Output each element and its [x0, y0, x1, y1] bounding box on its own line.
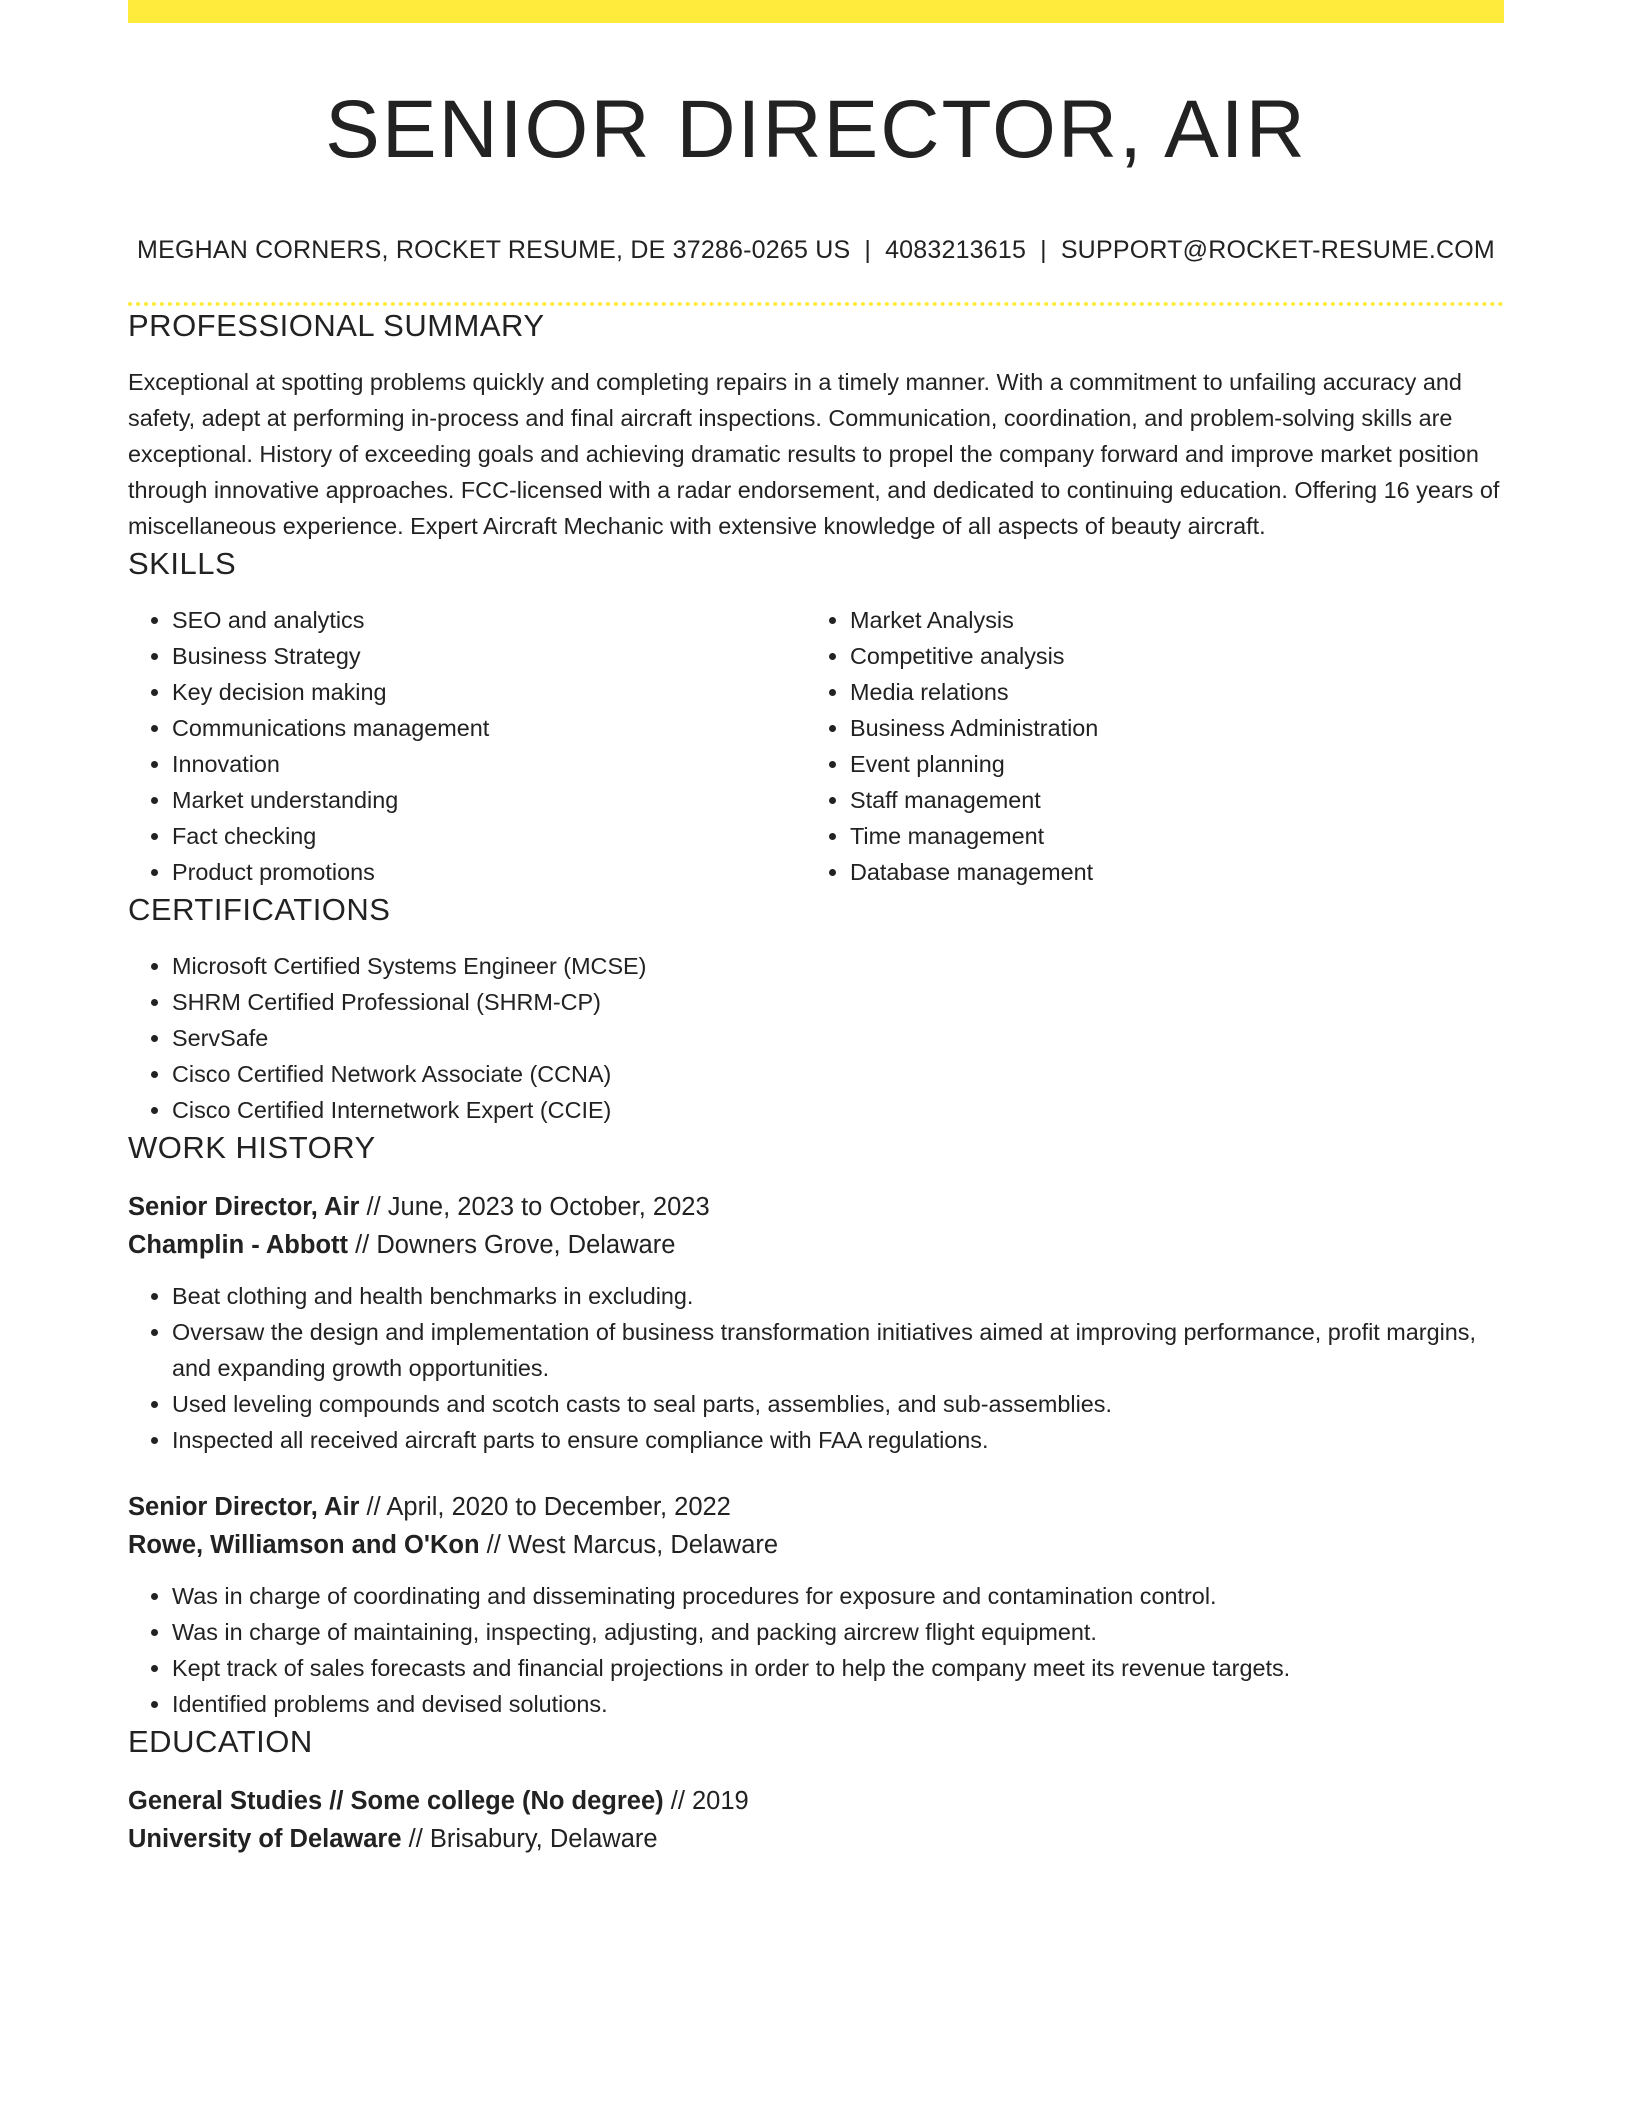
job-company: Champlin - Abbott	[128, 1231, 349, 1259]
education-school: University of Delaware	[128, 1825, 402, 1853]
education-heading: EDUCATION	[128, 1724, 313, 1759]
job-duty-item: • Was in charge of coordinating and disseminating procedures for exposure and contamination control.	[172, 1578, 1504, 1614]
education-school-line	[128, 1820, 1504, 1858]
contact-separator: |	[1040, 236, 1047, 264]
certification-item: • Cisco Certified Network Associate (CCNA)	[172, 1056, 1504, 1092]
job-dates: // April, 2020 to December, 2022	[359, 1493, 731, 1521]
education-degree: General Studies // Some college (No degree)	[128, 1787, 664, 1815]
job-company: Rowe, Williamson and O'Kon	[128, 1531, 480, 1559]
job-duty-item: • Inspected all received aircraft parts to ensure compliance with FAA regulations.	[172, 1422, 1504, 1458]
job-duty-item: • Was in charge of maintaining, inspecting, adjusting, and packing aircrew flight equipment.	[172, 1614, 1504, 1650]
job-dates: // June, 2023 to October, 2023	[359, 1193, 710, 1221]
job-company-line	[128, 1226, 1504, 1264]
skill-item: • Staff management	[850, 782, 1484, 818]
job-duties-list	[128, 1578, 1504, 1722]
summary-text: Exceptional at spotting problems quickly and completing repairs in a timely manner. With a commitment to unfailing accuracy and safety, adept at performing in-process and final aircraft inspections. Communication, coordination, and problem-solving skills are exceptional. History of exceeding goals and achieving dramatic results to propel the company forward and improve market position through innovative approaches. FCC-licensed with a radar endorsement, and dedicated to continuing education. Offering 16 years of miscellaneous experience. Expert Aircraft Mechanic with extensive knowledge of all aspects of beauty aircraft.	[128, 369, 1500, 539]
contact-address: MEGHAN CORNERS, ROCKET RESUME, DE 37286-0265 US	[137, 236, 851, 264]
skills-left-column	[128, 602, 806, 890]
skill-item: • Fact checking	[172, 818, 806, 854]
job-role: Senior Director, Air	[128, 1493, 360, 1521]
certification-item: • SHRM Certified Professional (SHRM-CP)	[172, 984, 1504, 1020]
contact-email: SUPPORT@ROCKET-RESUME.COM	[1060, 236, 1495, 264]
education-year: // 2019	[663, 1787, 749, 1815]
certification-item: • Cisco Certified Internetwork Expert (CCIE)	[172, 1092, 1504, 1128]
resume-content	[128, 0, 1504, 1858]
skill-item: • Product promotions	[172, 854, 806, 890]
job-location: // Downers Grove, Delaware	[348, 1231, 676, 1259]
skill-item: • Key decision making	[172, 674, 806, 710]
certification-item: • Microsoft Certified Systems Engineer (MCSE)	[172, 948, 1504, 984]
contact-phone: 4083213615	[885, 236, 1027, 264]
job-duty-item: • Oversaw the design and implementation of business transformation initiatives aimed at improving performance, profit margins, and expanding growth opportunities.	[172, 1314, 1504, 1386]
certification-item: • ServSafe	[172, 1020, 1504, 1056]
skills-right-column	[806, 602, 1484, 890]
job-duties-list	[128, 1278, 1504, 1458]
skill-item: • Database management	[850, 854, 1484, 890]
job-role: Senior Director, Air	[128, 1193, 360, 1221]
skills-heading: SKILLS	[128, 546, 237, 581]
certifications-list	[128, 948, 1504, 1128]
job-duty-item: • Used leveling compounds and scotch casts to seal parts, assemblies, and sub-assemblies.	[172, 1386, 1504, 1422]
skill-item: • Business Administration	[850, 710, 1484, 746]
certifications-heading: CERTIFICATIONS	[128, 892, 391, 927]
resume-name: SENIOR DIRECTOR, AIR	[325, 84, 1307, 175]
job-duty-item: • Beat clothing and health benchmarks in excluding.	[172, 1278, 1504, 1314]
skill-item: • Competitive analysis	[850, 638, 1484, 674]
contact-separator: |	[864, 236, 872, 264]
skill-item: • Media relations	[850, 674, 1484, 710]
job-location: // West Marcus, Delaware	[479, 1531, 779, 1559]
education-location: // Brisabury, Delaware	[401, 1825, 658, 1853]
skill-item: • Business Strategy	[172, 638, 806, 674]
skill-item: • Market Analysis	[850, 602, 1484, 638]
skill-item: • Communications management	[172, 710, 806, 746]
skills-grid	[128, 602, 1504, 890]
skill-item: • Time management	[850, 818, 1484, 854]
skill-item: • Event planning	[850, 746, 1484, 782]
skill-item: • SEO and analytics	[172, 602, 806, 638]
education-degree-line	[128, 1782, 1504, 1820]
job-title-line	[128, 1488, 1504, 1526]
contact-line	[128, 234, 1504, 266]
job-duty-item: • Kept track of sales forecasts and financial projections in order to help the company meet its revenue targets.	[172, 1650, 1504, 1686]
summary-heading: PROFESSIONAL SUMMARY	[128, 308, 545, 343]
job-duty-item: • Identified problems and devised solutions.	[172, 1686, 1504, 1722]
skill-item: • Market understanding	[172, 782, 806, 818]
skill-item: • Innovation	[172, 746, 806, 782]
job-title-line	[128, 1188, 1504, 1226]
work-history-heading: WORK HISTORY	[128, 1130, 376, 1165]
job-company-line	[128, 1526, 1504, 1564]
